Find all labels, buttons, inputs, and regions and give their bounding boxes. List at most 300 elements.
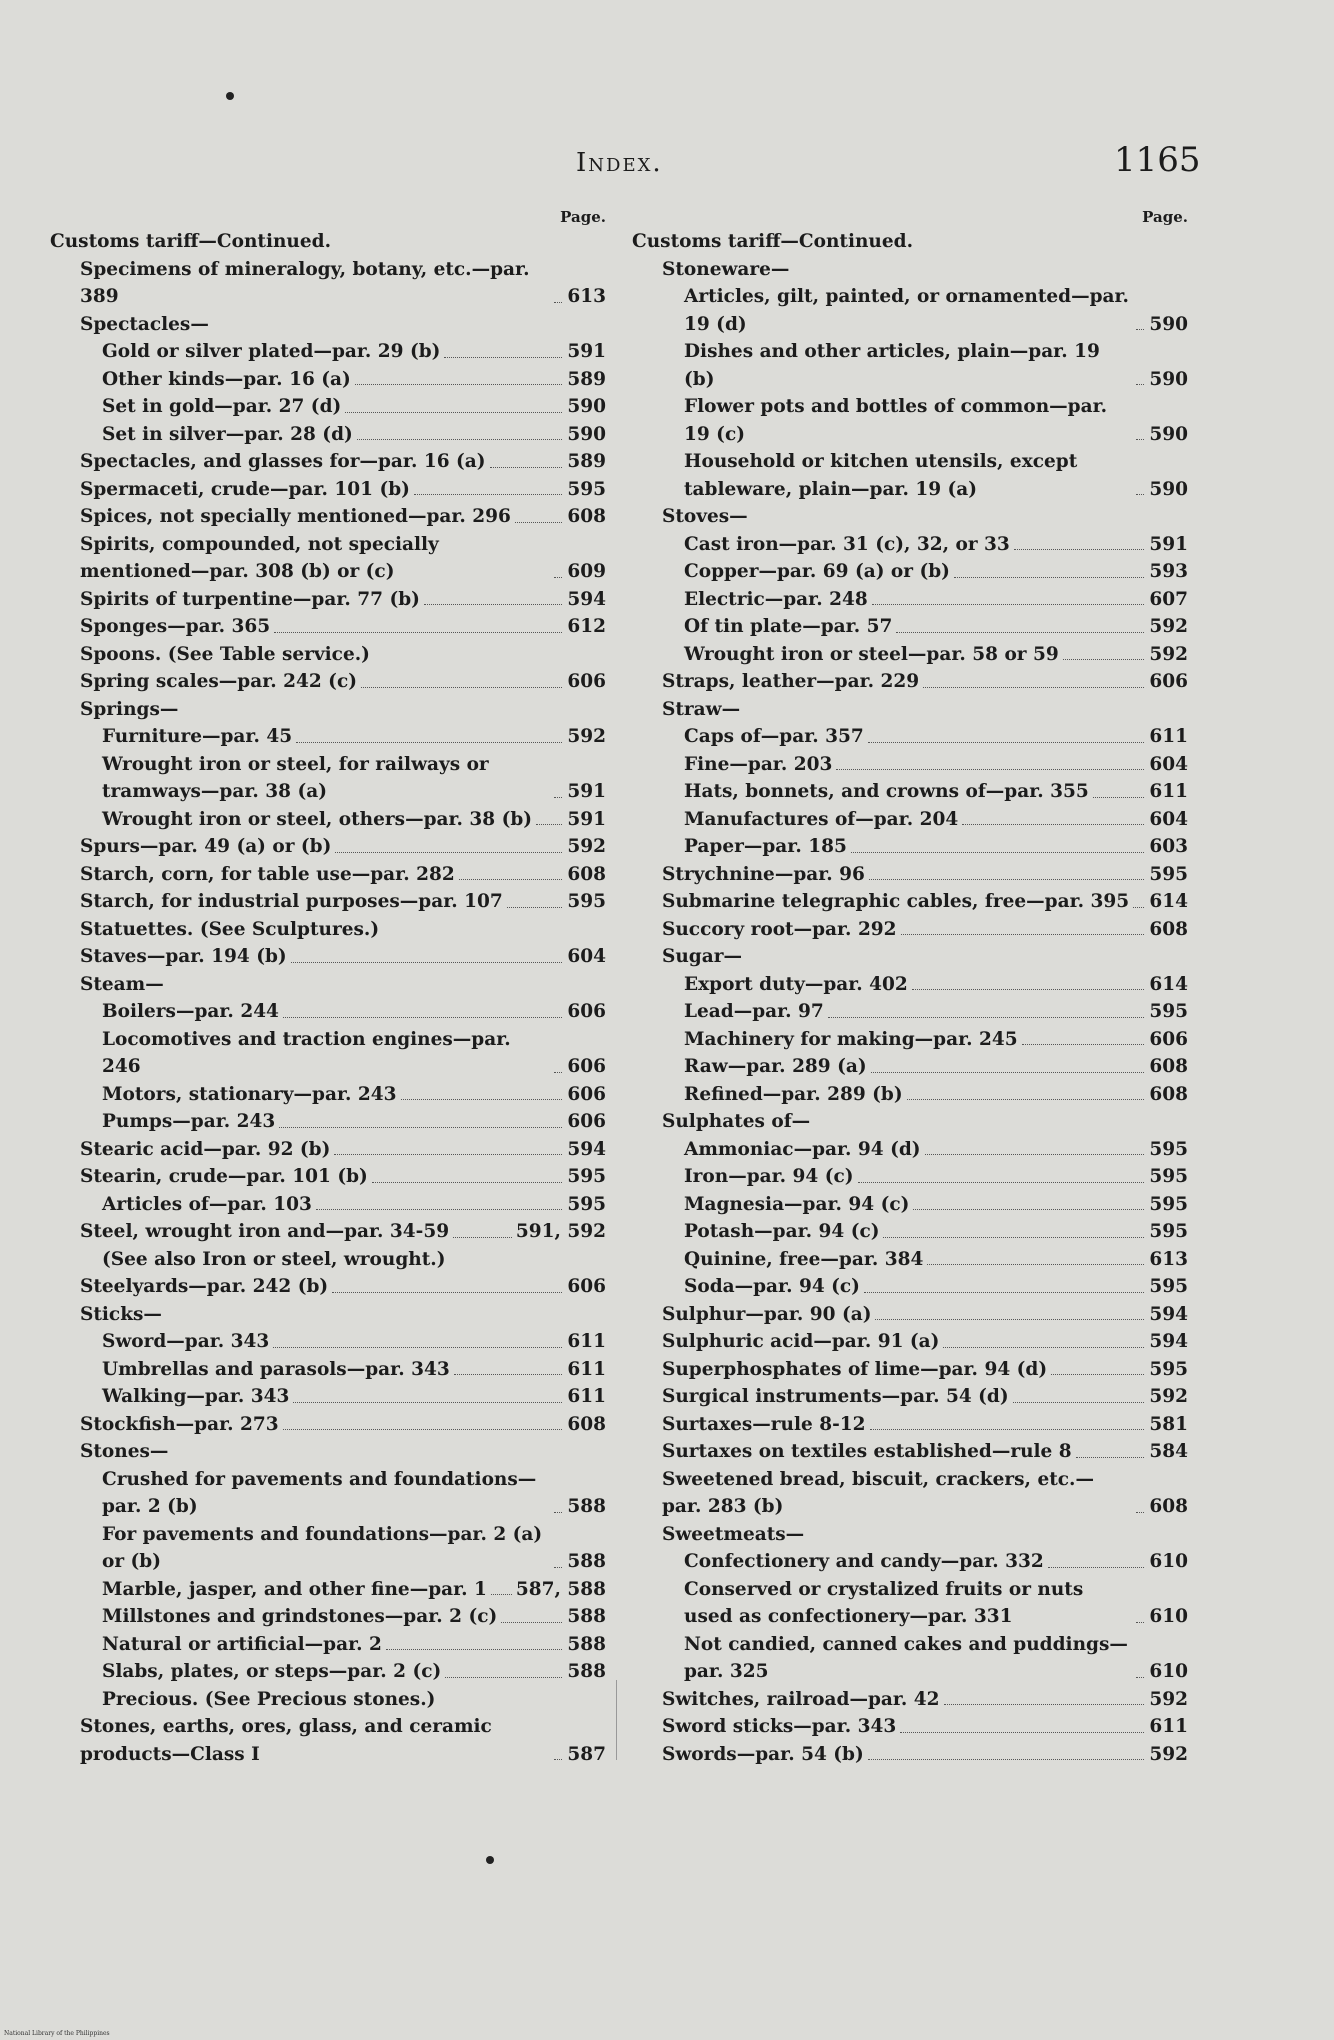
dot-leader (872, 604, 1144, 605)
entry-text: Surgical instruments—par. 54 (d) (662, 1386, 1009, 1407)
entry-page: 590 (567, 423, 606, 445)
index-entry (50, 311, 606, 339)
entry-text: Iron—par. 94 (c) (684, 1166, 854, 1187)
entry-page: 604 (567, 946, 606, 967)
entry-page: 608 (1149, 1056, 1188, 1077)
dot-leader (1022, 1044, 1144, 1045)
entry-page: 608 (1149, 1496, 1188, 1517)
dot-leader (907, 1099, 1144, 1100)
dot-leader (927, 1264, 1144, 1265)
entry-page: 595 (567, 478, 606, 500)
index-entry (632, 503, 1188, 531)
dot-leader (836, 769, 1144, 770)
entry-text: Spectacles, and glasses for—par. 16 (a) (80, 451, 486, 472)
ink-dot (486, 1856, 494, 1864)
entry-text: Set in silver—par. 28 (d) (102, 423, 353, 445)
entry-page: 595 (1149, 1138, 1188, 1160)
index-entry (632, 1053, 1188, 1081)
dot-leader (316, 1209, 562, 1210)
index-entry (632, 1218, 1188, 1246)
dot-leader (883, 1237, 1144, 1238)
index-entry (632, 1548, 1188, 1576)
index-entry (632, 228, 1188, 256)
entry-text: Starch, for industrial purposes—par. 107 (80, 891, 503, 912)
entry-text: Spirits, compounded, not specially mentioned—par. 308 (b) or (c) (80, 533, 439, 582)
dot-leader (954, 577, 1144, 578)
index-entry (50, 1246, 606, 1274)
dot-leader (361, 687, 562, 688)
index-entry (50, 833, 606, 861)
index-entry (632, 1136, 1188, 1164)
entry-page: 594 (567, 588, 606, 610)
dot-leader (554, 577, 562, 578)
dot-leader (1136, 329, 1144, 330)
dot-leader (386, 1649, 562, 1650)
index-entry (50, 1026, 606, 1081)
entry-text: Swords—par. 54 (b) (662, 1743, 864, 1765)
index-entry (632, 723, 1188, 751)
index-entry (50, 1136, 606, 1164)
entry-text: Wrought iron or steel, others—par. 38 (b) (102, 808, 533, 830)
index-entry (632, 668, 1188, 696)
index-entry (632, 1081, 1188, 1109)
dot-leader (291, 962, 562, 963)
index-entry (632, 1356, 1188, 1384)
index-entry (632, 1741, 1188, 1769)
dot-leader (923, 687, 1144, 688)
entry-page: 595 (567, 1166, 606, 1187)
dot-leader (554, 1567, 562, 1568)
index-entry (632, 1713, 1188, 1741)
entry-text: Spoons. (See Table service.) (80, 643, 370, 665)
entry-page: 590 (1149, 313, 1188, 335)
entry-text: Succory root—par. 292 (662, 918, 897, 940)
entry-text: Ammoniac—par. 94 (d) (684, 1138, 921, 1160)
index-entry (632, 1328, 1188, 1356)
dot-leader (1051, 1374, 1144, 1375)
index-entry (632, 888, 1188, 916)
dot-leader (870, 1429, 1144, 1430)
dot-leader (401, 1099, 562, 1100)
index-entry (632, 1576, 1188, 1631)
index-entry (50, 1273, 606, 1301)
entry-text: Caps of—par. 357 (684, 726, 864, 747)
index-entry (50, 1411, 606, 1439)
index-entry (50, 1218, 606, 1246)
dot-leader (444, 357, 562, 358)
entry-page: 592 (567, 836, 606, 857)
entry-page: 588 (567, 1496, 606, 1517)
entry-page: 606 (1149, 671, 1188, 692)
index-entry (632, 943, 1188, 971)
index-entry (50, 1301, 606, 1329)
column-divider (616, 1680, 617, 1760)
dot-leader (501, 1622, 562, 1623)
index-entry (50, 393, 606, 421)
entry-text: Flower pots and bottles of common—par. 19 (c) (684, 396, 1108, 445)
entry-text: Specimens of mineralogy, botany, etc.—par. 389 (80, 258, 530, 307)
index-entry (50, 1713, 606, 1768)
entry-page: 613 (567, 286, 606, 307)
dot-leader (962, 824, 1144, 825)
entry-page: 587, 588 (515, 1578, 606, 1600)
index-entry (632, 1411, 1188, 1439)
entry-page: 592 (1149, 1386, 1188, 1407)
index-entry (50, 696, 606, 724)
dot-leader (554, 797, 562, 798)
dot-leader (868, 742, 1144, 743)
entry-page: 590 (1149, 368, 1188, 390)
entry-page: 589 (567, 451, 606, 472)
entry-text: Raw—par. 289 (a) (684, 1056, 867, 1077)
index-entry (632, 1521, 1188, 1549)
index-entry (632, 1273, 1188, 1301)
entry-text: Sulphates of— (662, 1111, 811, 1132)
entry-text: Staves—par. 194 (b) (80, 946, 287, 967)
entry-page: 591 (567, 341, 606, 362)
entry-page: 595 (1149, 1276, 1188, 1297)
dot-leader (283, 1429, 562, 1430)
entry-text: Spring scales—par. 242 (c) (80, 671, 357, 692)
dot-leader (445, 1677, 562, 1678)
dot-leader (1136, 1512, 1144, 1513)
index-entry (632, 916, 1188, 944)
index-entry (50, 998, 606, 1026)
entry-page: 606 (1149, 1028, 1188, 1050)
entry-text: Confectionery and candy—par. 332 (684, 1551, 1044, 1572)
entry-text: Walking—par. 343 (102, 1386, 290, 1407)
index-entry (50, 723, 606, 751)
entry-text: For pavements and foundations—par. 2 (a) or (b) (102, 1523, 543, 1572)
index-entry (50, 1658, 606, 1686)
index-entry (50, 1191, 606, 1219)
entry-text: Articles of—par. 103 (102, 1193, 312, 1215)
index-entry (632, 256, 1188, 284)
index-entry (50, 476, 606, 504)
dot-leader (345, 412, 562, 413)
dot-leader (901, 934, 1144, 935)
entry-text: Other kinds—par. 16 (a) (102, 368, 351, 390)
entry-text: Not candied, canned cakes and puddings—par. 325 (684, 1633, 1128, 1682)
dot-leader (864, 1292, 1144, 1293)
entry-page: 590 (1149, 423, 1188, 445)
dot-leader (536, 824, 562, 825)
entry-text: Spermaceti, crude—par. 101 (b) (80, 478, 410, 500)
dot-leader (912, 989, 1144, 990)
index-entry (632, 971, 1188, 999)
entry-text: Soda—par. 94 (c) (684, 1276, 860, 1297)
entry-page: 595 (1149, 863, 1188, 885)
dot-leader (274, 632, 562, 633)
entry-text: Export duty—par. 402 (684, 973, 908, 995)
entry-page: 591 (567, 808, 606, 830)
index-entry (50, 586, 606, 614)
index-entry (50, 1631, 606, 1659)
left-column (50, 208, 606, 1768)
entry-page: 590 (567, 396, 606, 417)
dot-leader (1136, 384, 1144, 385)
entry-text: Springs— (80, 698, 179, 720)
entry-text: Strychnine—par. 96 (662, 863, 865, 885)
dot-leader (1136, 494, 1144, 495)
index-entry (50, 1328, 606, 1356)
entry-page: 613 (1149, 1248, 1188, 1270)
index-entry (632, 586, 1188, 614)
dot-leader (913, 1209, 1144, 1210)
entry-text: Sugar— (662, 946, 742, 967)
entry-text: Surtaxes on textiles established—rule 8 (662, 1441, 1072, 1462)
dot-leader (869, 879, 1144, 880)
entry-text: Stoneware— (662, 258, 790, 280)
entry-text: Natural or artificial—par. 2 (102, 1633, 382, 1655)
entry-page: 588 (567, 1551, 606, 1572)
index-entry (632, 531, 1188, 559)
dot-leader (335, 852, 562, 853)
entry-text: Lead—par. 97 (684, 1001, 824, 1022)
entry-page: 584 (1149, 1441, 1188, 1462)
entry-text: Slabs, plates, or steps—par. 2 (c) (102, 1661, 442, 1682)
page-column-label: Page. (1142, 208, 1188, 226)
left-entries (50, 228, 606, 1768)
dot-leader (332, 1292, 562, 1293)
entry-text: Boilers—par. 244 (102, 1001, 279, 1022)
entry-text: Customs tariff—Continued. (50, 231, 332, 252)
index-entry (632, 1631, 1188, 1686)
entry-text: Starch, corn, for table use—par. 282 (80, 863, 455, 885)
entry-page: 590 (1149, 478, 1188, 500)
entry-text: Pumps—par. 243 (102, 1111, 276, 1132)
index-entry (50, 943, 606, 971)
entry-page: 595 (1149, 1166, 1188, 1187)
index-entry (50, 613, 606, 641)
entry-text: Furniture—par. 45 (102, 726, 293, 747)
index-entry (50, 971, 606, 999)
entry-page: 595 (1149, 1001, 1188, 1022)
entry-page: 592 (1149, 1688, 1188, 1710)
index-entry (50, 861, 606, 889)
entry-text: Fine—par. 203 (684, 753, 833, 775)
index-entry (50, 531, 606, 586)
entry-text: Sword—par. 343 (102, 1331, 270, 1352)
entry-page: 587 (567, 1743, 606, 1765)
entry-text: Wrought iron or steel, for railways or tramways—par. 38 (a) (102, 753, 489, 802)
dot-leader (943, 1347, 1144, 1348)
index-entry (50, 916, 606, 944)
entry-text: Gold or silver plated—par. 29 (b) (102, 341, 441, 362)
entry-text: Articles, gilt, painted, or ornamented—par. 19 (d) (684, 286, 1129, 335)
dot-leader (868, 1759, 1144, 1760)
entry-text: Straw— (662, 698, 741, 720)
entry-page: 610 (1149, 1661, 1188, 1682)
entry-page: 608 (1149, 1083, 1188, 1105)
entry-page: 606 (567, 1001, 606, 1022)
entry-text: Spirits of turpentine—par. 77 (b) (80, 588, 420, 610)
index-entry (50, 503, 606, 531)
entry-page: 604 (1149, 808, 1188, 830)
entry-text: Hats, bonnets, and crowns of—par. 355 (684, 781, 1089, 802)
dot-leader (355, 384, 562, 385)
dot-leader (554, 1759, 562, 1760)
entry-text: Precious. (See Precious stones.) (102, 1688, 436, 1710)
dot-leader (1076, 1457, 1144, 1458)
dot-leader (944, 1704, 1144, 1705)
entry-text: Surtaxes—rule 8-12 (662, 1413, 866, 1435)
entry-text: Spices, not specially mentioned—par. 296 (80, 506, 511, 527)
entry-text: Spectacles— (80, 313, 209, 335)
index-entry (632, 1466, 1188, 1521)
dot-leader (554, 302, 562, 303)
dot-leader (828, 1017, 1144, 1018)
entry-page: 588 (567, 1661, 606, 1682)
dot-leader (459, 879, 562, 880)
index-entry (632, 1191, 1188, 1219)
index-entry (50, 806, 606, 834)
entry-text: Electric—par. 248 (684, 588, 868, 610)
entry-page: 611 (567, 1358, 606, 1380)
entry-page: 614 (1149, 891, 1188, 912)
index-entry (50, 1081, 606, 1109)
index-entry (632, 558, 1188, 586)
entry-text: Stockfish—par. 273 (80, 1413, 279, 1435)
dot-leader (896, 632, 1144, 633)
footer-stamp: National Library of the Philippines (4, 2030, 110, 2037)
index-entry (632, 1438, 1188, 1466)
dot-leader (925, 1154, 1144, 1155)
index-entry (50, 1576, 606, 1604)
entry-page: 603 (1149, 836, 1188, 857)
entry-text: Steel, wrought iron and—par. 34-59 (80, 1221, 450, 1242)
entry-text: Motors, stationary—par. 243 (102, 1083, 397, 1105)
entry-text: Sweetened bread, biscuit, crackers, etc.—par. 283 (b) (662, 1468, 1094, 1517)
dot-leader (554, 1512, 562, 1513)
index-entry (632, 998, 1188, 1026)
entry-text: Stearin, crude—par. 101 (b) (80, 1166, 368, 1187)
dot-leader (372, 1182, 562, 1183)
index-entry (50, 228, 606, 256)
index-entry (632, 696, 1188, 724)
entry-text: Sticks— (80, 1303, 162, 1325)
dot-leader (1014, 549, 1144, 550)
entry-page: 594 (1149, 1303, 1188, 1325)
ink-dot (226, 92, 234, 100)
dot-leader (334, 1154, 562, 1155)
entry-text: Marble, jasper, and other fine—par. 1 (102, 1578, 487, 1600)
entry-text: Customs tariff—Continued. (632, 231, 914, 252)
dot-leader (491, 1594, 512, 1595)
dot-leader (507, 907, 562, 908)
entry-text: Of tin plate—par. 57 (684, 616, 893, 637)
entry-page: 604 (1149, 753, 1188, 775)
entry-page: 612 (567, 616, 606, 637)
page-column-label: Page. (560, 208, 606, 226)
dot-leader (515, 522, 562, 523)
index-entry (632, 806, 1188, 834)
entry-text: Stones, earths, ores, glass, and ceramic products—Class I (80, 1716, 492, 1765)
entry-text: (See also Iron or steel, wrought.) (102, 1248, 446, 1270)
index-entry (50, 751, 606, 806)
entry-text: Household or kitchen utensils, except tableware, plain—par. 19 (a) (684, 451, 1078, 500)
dot-leader (1013, 1402, 1144, 1403)
entry-text: Submarine telegraphic cables, free—par. 395 (662, 891, 1130, 912)
dot-leader (900, 1732, 1144, 1733)
index-entry (632, 448, 1188, 503)
index-entry (632, 1163, 1188, 1191)
entry-text: Paper—par. 185 (684, 836, 847, 857)
index-entry (50, 256, 606, 311)
entry-page: 607 (1149, 588, 1188, 610)
dot-leader (1048, 1567, 1144, 1568)
entry-page: 592 (1149, 643, 1188, 665)
entry-page: 610 (1149, 1606, 1188, 1627)
index-entry (50, 1686, 606, 1714)
entry-text: Steam— (80, 973, 164, 995)
entry-text: Conserved or crystalized fruits or nuts used as confectionery—par. 331 (684, 1578, 1084, 1627)
index-entry (632, 1026, 1188, 1054)
entry-text: Stones— (80, 1441, 169, 1462)
page-title: Index. (576, 148, 663, 178)
index-entry (632, 338, 1188, 393)
entry-page: 595 (1149, 1193, 1188, 1215)
index-entry (50, 1163, 606, 1191)
entry-text: Spurs—par. 49 (a) or (b) (80, 836, 332, 857)
entry-text: Sulphur—par. 90 (a) (662, 1303, 872, 1325)
index-entry (632, 283, 1188, 338)
entry-text: Millstones and grindstones—par. 2 (c) (102, 1606, 498, 1627)
entry-page: 614 (1149, 973, 1188, 995)
entry-page: 610 (1149, 1551, 1188, 1572)
entry-page: 611 (1149, 781, 1188, 802)
dot-leader (490, 467, 562, 468)
index-entry (632, 833, 1188, 861)
right-column (632, 208, 1188, 1768)
entry-page: 594 (1149, 1331, 1188, 1352)
entry-page: 581 (1149, 1413, 1188, 1435)
entry-text: Crushed for pavements and foundations—par. 2 (b) (102, 1468, 537, 1517)
entry-text: Potash—par. 94 (c) (684, 1221, 880, 1242)
entry-text: Straps, leather—par. 229 (662, 671, 920, 692)
entry-page: 611 (1149, 726, 1188, 747)
dot-leader (1133, 907, 1144, 908)
dot-leader (453, 1237, 512, 1238)
entry-page: 608 (567, 863, 606, 885)
entry-text: Magnesia—par. 94 (c) (684, 1193, 910, 1215)
dot-leader (296, 742, 562, 743)
dot-leader (293, 1402, 562, 1403)
entry-page: 611 (567, 1386, 606, 1407)
entry-page: 592 (1149, 616, 1188, 637)
dot-leader (851, 852, 1144, 853)
entry-page: 592 (567, 726, 606, 747)
index-entry (632, 1383, 1188, 1411)
entry-text: Sword sticks—par. 343 (662, 1716, 897, 1737)
entry-page: 611 (1149, 1716, 1188, 1737)
index-entry (50, 338, 606, 366)
index-entry (632, 393, 1188, 448)
index-entry (50, 366, 606, 394)
dot-leader (1063, 659, 1144, 660)
dot-leader (1093, 797, 1144, 798)
dot-leader (875, 1319, 1144, 1320)
index-entry (632, 1301, 1188, 1329)
entry-page: 588 (567, 1606, 606, 1627)
right-entries (632, 228, 1188, 1768)
entry-page: 606 (567, 1083, 606, 1105)
dot-leader (1136, 1622, 1144, 1623)
dot-leader (273, 1347, 562, 1348)
entry-page: 606 (567, 1111, 606, 1132)
index-entry (632, 1108, 1188, 1136)
entry-page: 608 (567, 1413, 606, 1435)
